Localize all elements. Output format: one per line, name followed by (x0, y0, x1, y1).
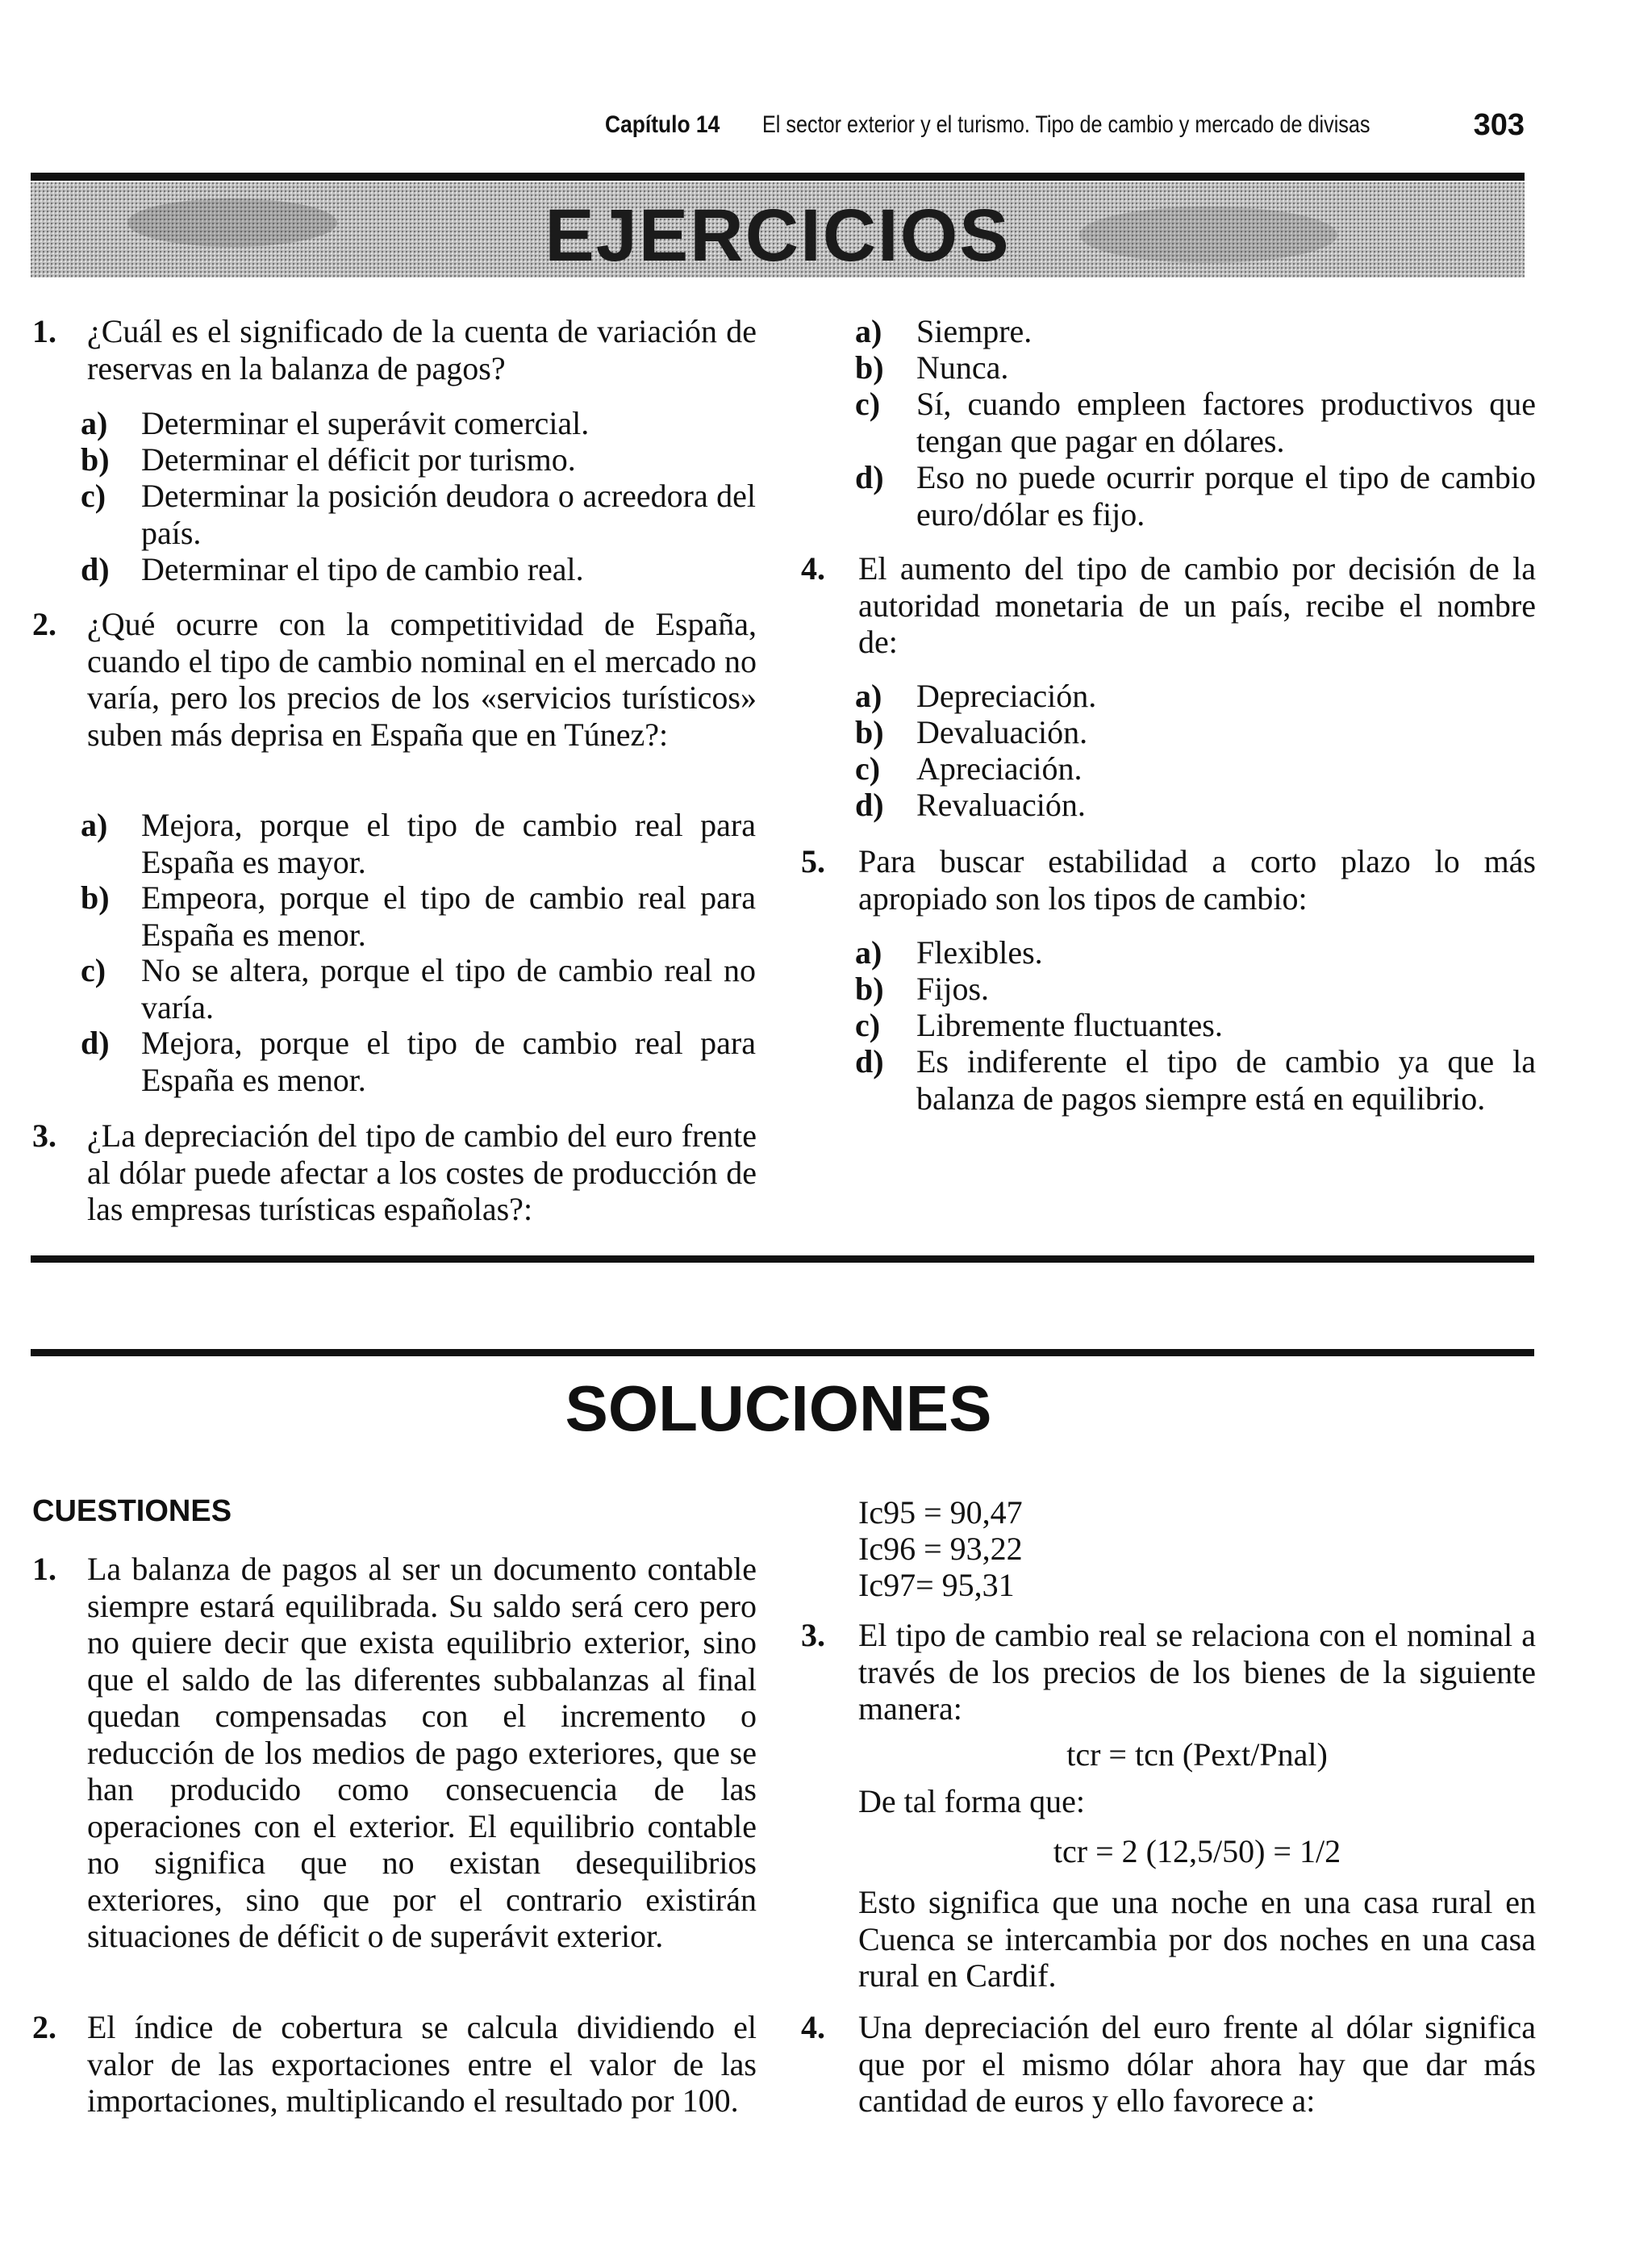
q5-option-a: Flexibles. (916, 934, 1043, 971)
q2-option-a-letter: a) (81, 807, 108, 843)
q2-option-c: No se altera, porque el tipo de cambio real no varía. (141, 952, 756, 1025)
ejercicios-end-rule (31, 1255, 1534, 1263)
q2-option-d: Mejora, porque el tipo de cambio real para España es menor. (141, 1025, 756, 1098)
q1-text: ¿Cuál es el significado de la cuenta de variación de reservas en la balanza de pagos? (87, 313, 757, 386)
s3-number: 3. (801, 1617, 825, 1653)
q1-option-c-letter: c) (81, 478, 106, 514)
s2-number: 2. (32, 2009, 56, 2045)
formula-tcr-tcn: tcr = tcn (Pext/Pnal) (1066, 1736, 1328, 1773)
q3-option-b-letter: b) (855, 349, 884, 386)
s2-text: El índice de cobertura se calcula dividiendo el valor de las exportaciones entre el valor de las importaciones, multiplicando el resultado por 100. (87, 2009, 757, 2119)
soluciones-top-rule (31, 1349, 1534, 1356)
q4-text: El aumento del tipo de cambio por decisión de la autoridad monetaria de un país, recibe el nombre de: (858, 550, 1536, 660)
q2-option-b: Empeora, porque el tipo de cambio real para España es menor. (141, 879, 756, 953)
ejercicios-title: EJERCICIOS (544, 194, 1011, 277)
running-header (605, 108, 1525, 152)
q5-number: 5. (801, 843, 825, 879)
q4-option-a: Depreciación. (916, 678, 1097, 714)
ic97-line: Ic97= 95,31 (858, 1567, 1015, 1603)
q4-option-a-letter: a) (855, 678, 882, 714)
ic96-line: Ic96 = 93,22 (858, 1531, 1023, 1567)
q4-option-c: Apreciación. (916, 750, 1083, 787)
q5-option-a-letter: a) (855, 934, 882, 971)
chapter-subtitle: El sector exterior y el turismo. Tipo de cambio y mercado de divisas (762, 111, 1370, 138)
q5-option-c: Libremente fluctuantes. (916, 1007, 1223, 1043)
q3-option-d-letter: d) (855, 459, 884, 495)
ic95-line: Ic95 = 90,47 (858, 1494, 1023, 1531)
chapter-label: Capítulo 14 (605, 111, 720, 138)
s1-number: 1. (32, 1551, 56, 1587)
q1-option-d-letter: d) (81, 551, 110, 587)
s1-text: La balanza de pagos al ser un documento contable siempre estará equilibrada. Su saldo será cero pero no quiere decir que exista equilibrio exterior, sino que el saldo de las diferentes subbalanzas al final quedan compensadas con el incremento o reducción de los medios de pago exteriores, que se han producido como consecuencia de las operaciones con el exterior. El equilibrio contable no significa que no existan desequilibrios exteriores, sino que por el contrario existirán situaciones de déficit o de superávit exterior. (87, 1551, 757, 1954)
formula-tcr-value: tcr = 2 (12,5/50) = 1/2 (1053, 1833, 1341, 1869)
header-rule (31, 173, 1525, 181)
q4-number: 4. (801, 550, 825, 587)
q4-option-d: Revaluación. (916, 787, 1086, 823)
q3-option-c-letter: c) (855, 386, 881, 422)
q1-option-a: Determinar el superávit comercial. (141, 405, 590, 441)
q4-option-b: Devaluación. (916, 714, 1088, 750)
q4-option-d-letter: d) (855, 787, 884, 823)
q3-option-b: Nunca. (916, 349, 1009, 386)
q2-option-b-letter: b) (81, 879, 110, 916)
ejercicios-banner (31, 182, 1525, 278)
q3-option-c: Sí, cuando empleen factores productivos que tengan que pagar en dólares. (916, 386, 1536, 459)
q3-option-d: Eso no puede ocurrir porque el tipo de cambio euro/dólar es fijo. (916, 459, 1536, 533)
q2-option-c-letter: c) (81, 952, 106, 988)
s3-lead: De tal forma que: (858, 1783, 1085, 1819)
q2-option-a: Mejora, porque el tipo de cambio real para España es mayor. (141, 807, 756, 880)
cuestiones-heading: CUESTIONES (32, 1494, 232, 1528)
q1-option-b-letter: b) (81, 441, 110, 478)
q3-option-a-letter: a) (855, 313, 882, 349)
q2-number: 2. (32, 606, 56, 642)
q1-option-c: Determinar la posición deudora o acreedora del país. (141, 478, 756, 551)
s4-number: 4. (801, 2009, 825, 2045)
q5-text: Para buscar estabilidad a corto plazo lo más apropiado son los tipos de cambio: (858, 843, 1536, 917)
soluciones-title: SOLUCIONES (565, 1372, 992, 1444)
q5-option-b: Fijos. (916, 971, 990, 1007)
q5-option-d-letter: d) (855, 1043, 884, 1080)
q1-option-a-letter: a) (81, 405, 108, 441)
q2-text: ¿Qué ocurre con la competitividad de España, cuando el tipo de cambio nominal en el mercado no varía, pero los precios de los «servicios turísticos» suben más deprisa en España que en Túnez?: (87, 606, 757, 753)
q3-option-a: Siempre. (916, 313, 1032, 349)
q1-option-b: Determinar el déficit por turismo. (141, 441, 576, 478)
q3-number: 3. (32, 1117, 56, 1154)
q1-number: 1. (32, 313, 56, 349)
page-number: 303 (1473, 108, 1525, 142)
q5-option-b-letter: b) (855, 971, 884, 1007)
q4-option-c-letter: c) (855, 750, 881, 787)
q3-text: ¿La depreciación del tipo de cambio del euro frente al dólar puede afectar a los costes de producción de las empresas turísticas españolas?: (87, 1117, 757, 1227)
q4-option-b-letter: b) (855, 714, 884, 750)
s4-text: Una depreciación del euro frente al dólar significa que por el mismo dólar ahora hay que dar más cantidad de euros y ello favorece a: (858, 2009, 1536, 2119)
s3-explanation: Esto significa que una noche en una casa rural en Cuenca se intercambia por dos noches en una casa rural en Cardif. (858, 1884, 1536, 1994)
q5-option-c-letter: c) (855, 1007, 881, 1043)
s3-text: El tipo de cambio real se relaciona con el nominal a través de los precios de los bienes de la siguiente manera: (858, 1617, 1536, 1727)
q5-option-d: Es indiferente el tipo de cambio ya que la balanza de pagos siempre está en equilibrio. (916, 1043, 1536, 1117)
q1-option-d: Determinar el tipo de cambio real. (141, 551, 584, 587)
q2-option-d-letter: d) (81, 1025, 110, 1061)
